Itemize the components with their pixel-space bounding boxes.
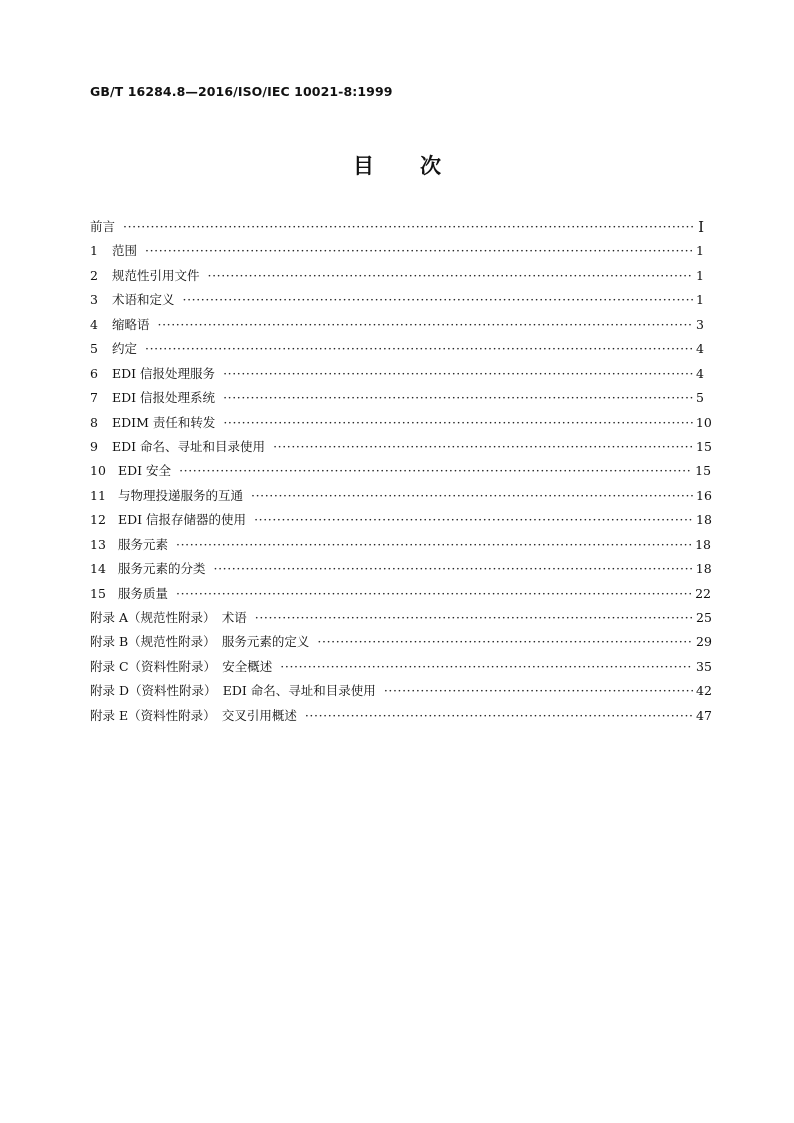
toc-leader [254, 508, 693, 532]
toc-number: 6 [90, 365, 98, 381]
toc-entry-15[interactable] [90, 582, 712, 606]
toc-entry-9[interactable] [90, 435, 712, 459]
toc-number: 5 [90, 341, 98, 357]
toc-page: 4 [696, 365, 704, 381]
toc-page: 15 [696, 438, 712, 454]
toc-number: 4 [90, 316, 98, 332]
toc-leader [214, 557, 693, 581]
toc-number: 14 [90, 561, 106, 577]
title-char-2: 次 [420, 153, 441, 178]
toc-leader [384, 679, 693, 703]
toc-label: 范围 [112, 243, 138, 259]
toc-entry-annex-b[interactable] [90, 630, 712, 654]
toc-page: 35 [696, 658, 712, 674]
toc-leader [273, 435, 693, 459]
toc-entry-preface[interactable] [90, 215, 704, 239]
toc-number: 9 [90, 438, 98, 454]
toc-label: 约定 [112, 341, 138, 357]
toc-label: 服务质量 [118, 585, 169, 601]
toc-leader [223, 411, 693, 435]
toc-leader [208, 264, 693, 288]
toc-leader [317, 630, 693, 654]
toc-leader [145, 337, 693, 361]
toc-leader [179, 459, 692, 483]
toc-number: 15 [90, 585, 106, 601]
toc-entry-3[interactable] [90, 288, 704, 312]
toc-page: Ⅰ [698, 218, 704, 236]
toc-leader [255, 606, 693, 630]
toc-label: EDI 信报处理系统 [112, 390, 216, 406]
toc-page: 18 [695, 536, 712, 552]
toc-entry-1[interactable] [90, 239, 704, 263]
toc-page: 42 [696, 683, 712, 699]
toc-number: 13 [90, 536, 106, 552]
toc-page: 5 [696, 390, 704, 406]
toc-entry-14[interactable] [90, 557, 712, 581]
page-title [0, 150, 794, 180]
toc-label: 术语和定义 [112, 292, 175, 308]
toc-label: 缩略语 [112, 316, 150, 332]
toc-page: 10 [695, 414, 712, 430]
toc-leader [280, 655, 693, 679]
toc-number: 2 [90, 267, 98, 283]
toc-label: EDI 信报存储器的使用 [118, 512, 247, 528]
toc-page: 16 [696, 487, 712, 503]
toc-label: EDI 安全 [118, 463, 172, 479]
toc-label: EDI 信报处理服务 [112, 365, 216, 381]
toc-number: 8 [90, 414, 98, 430]
toc-page: 18 [696, 512, 712, 528]
toc-entry-12[interactable] [90, 508, 712, 532]
toc-entry-10[interactable] [90, 459, 712, 483]
toc-entry-11[interactable] [90, 484, 712, 508]
toc-entry-2[interactable] [90, 264, 704, 288]
toc-number: 12 [90, 512, 106, 528]
toc-label: 附录 C（资料性附录） 安全概述 [90, 658, 273, 674]
toc-page: 29 [696, 634, 712, 650]
toc-page: 47 [696, 707, 712, 723]
toc-label: 附录 A（规范性附录） 术语 [90, 610, 247, 625]
toc-entry-6[interactable] [90, 362, 704, 386]
toc-number: 3 [90, 292, 98, 308]
toc-label: 前言 [90, 219, 116, 234]
toc-label: 规范性引用文件 [112, 267, 200, 283]
toc-label: 与物理投递服务的互通 [118, 487, 244, 503]
toc-page: 18 [695, 561, 712, 577]
toc-leader [145, 239, 693, 263]
table-of-contents [90, 215, 712, 728]
toc-page: 3 [696, 316, 704, 332]
toc-label: EDI 命名、寻址和目录使用 [112, 438, 266, 454]
toc-page: 1 [696, 267, 704, 283]
toc-number: 1 [90, 243, 98, 259]
toc-leader [223, 362, 693, 386]
toc-leader [123, 215, 693, 239]
toc-label: 服务元素的分类 [118, 561, 206, 577]
toc-entry-13[interactable] [90, 533, 712, 557]
toc-label: 附录 E（资料性附录） 交叉引用概述 [90, 707, 297, 723]
toc-page: 4 [696, 341, 704, 357]
toc-page: 1 [696, 243, 704, 259]
toc-entry-4[interactable] [90, 313, 704, 337]
toc-label: 附录 B（规范性附录） 服务元素的定义 [90, 634, 310, 650]
toc-page: 22 [695, 585, 712, 601]
toc-number: 7 [90, 390, 98, 406]
toc-label: 服务元素 [118, 536, 169, 552]
toc-leader [223, 386, 693, 410]
toc-page: 15 [695, 463, 712, 479]
title-char-1: 目 [353, 153, 374, 178]
toc-entry-7[interactable] [90, 386, 704, 410]
toc-entry-annex-e[interactable] [90, 704, 712, 728]
toc-page: 1 [696, 292, 704, 308]
toc-label: 附录 D（资料性附录） EDI 命名、寻址和目录使用 [90, 683, 376, 699]
toc-entry-annex-c[interactable] [90, 655, 712, 679]
toc-label: EDIM 责任和转发 [112, 414, 216, 430]
toc-leader [176, 582, 692, 606]
toc-leader [158, 313, 693, 337]
toc-entry-5[interactable] [90, 337, 704, 361]
toc-leader [176, 533, 692, 557]
toc-entry-annex-a[interactable] [90, 606, 712, 630]
toc-entry-annex-d[interactable] [90, 679, 712, 703]
toc-entry-8[interactable] [90, 411, 712, 435]
toc-number: 10 [90, 463, 106, 479]
toc-page: 25 [696, 610, 712, 625]
toc-leader [305, 704, 693, 728]
toc-number: 11 [90, 487, 106, 503]
toc-leader [183, 288, 693, 312]
document-code: GB/T 16284.8—2016/ISO/IEC 10021-8:1999 [90, 84, 393, 99]
toc-leader [251, 484, 693, 508]
